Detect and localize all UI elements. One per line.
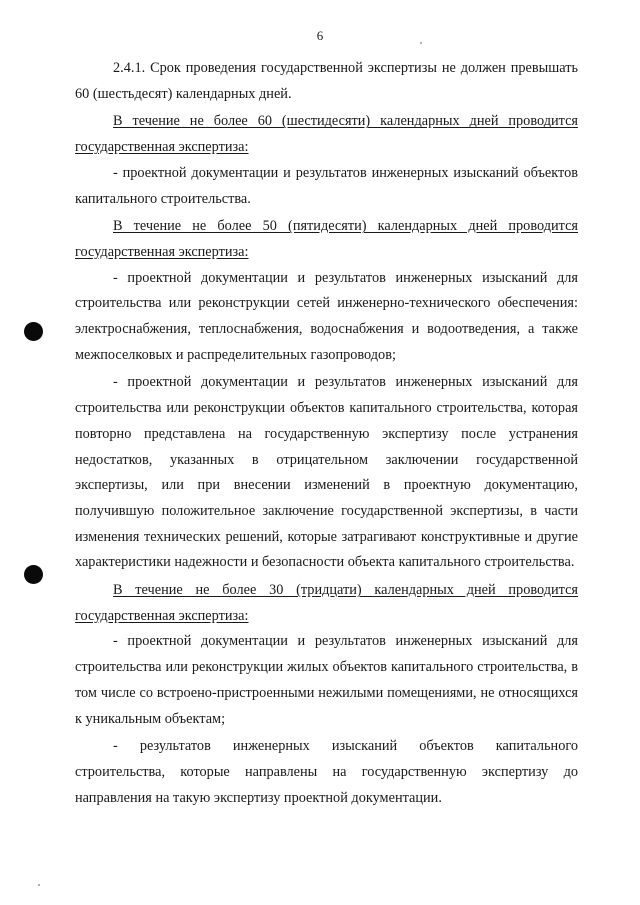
list-item: - проектной документации и результатов инженерных изысканий для строительства или реконструкции объектов капитального строительства, которая повторно представлена на государственную экспертизу после устранения недостатков, указанных в отрицательном заключении государственной экспертизы, или при внесении изменений в проектную документацию, получившую положительное заключение государственной экспертизы, в части изменения технических решений, которые затрагивают конструктивные и другие характеристики надежности и безопасности объекта капитального строительства. — [75, 374, 578, 571]
scan-speck — [38, 884, 40, 886]
list-item: - проектной документации и результатов инженерных изысканий объектов капитального строительства. — [75, 164, 578, 207]
punch-hole-mark — [24, 322, 43, 341]
paragraph-term: 2.4.1. Срок проведения государственной экспертизы не должен превышать 60 (шестьдесят) календарных дней. — [75, 60, 578, 102]
section-heading-30-days: В течение не более 30 (тридцати) календарных дней проводится государственная экспертиза: — [75, 582, 578, 624]
page-number: 6 — [316, 28, 324, 43]
section-heading-60-days: В течение не более 60 (шестидесяти) календарных дней проводится государственная экспертиза: — [75, 113, 578, 156]
list-item: - проектной документации и результатов инженерных изысканий для строительства или реконструкции жилых объектов капитального строительства, в том числе со встроено-пристроенными нежилыми помещениями, не относящихся к уникальным объектам; — [75, 633, 578, 727]
list-item: - результатов инженерных изысканий объектов капитального строительства, которые направлены на государственную экспертизу до направления на такую экспертизу проектной документации. — [75, 738, 578, 806]
section-heading-50-days: В течение не более 50 (пятидесяти) календарных дней проводится государственная экспертиза: — [75, 218, 578, 260]
list-item: - проектной документации и результатов инженерных изысканий для строительства или реконструкции сетей инженерно-технического обеспечения: электроснабжения, теплоснабжения, водоснабжения и водоотведения, а также межпоселковых и распределительных газопроводов; — [75, 269, 578, 363]
punch-hole-mark — [24, 565, 43, 584]
document-body — [75, 56, 578, 811]
scan-speck — [420, 42, 422, 44]
